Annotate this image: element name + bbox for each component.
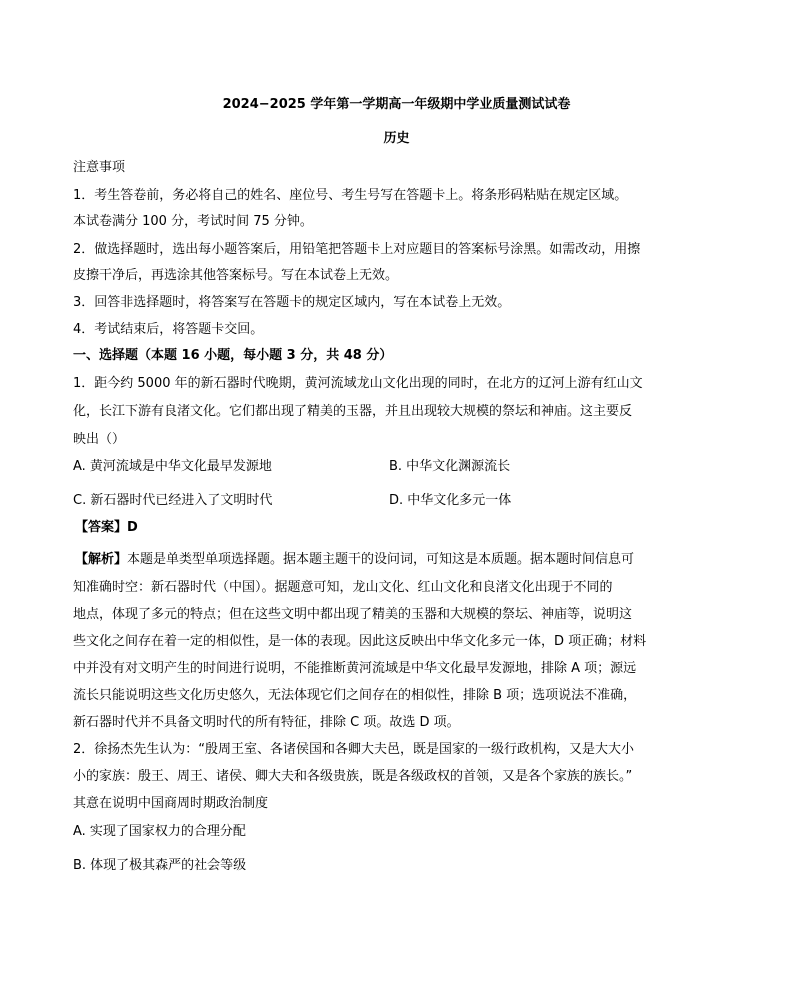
notice-line: 1．考生答卷前，务必将自己的姓名、座位号、考生号写在答题卡上。将条形码粘贴在规定区域。 <box>73 188 628 203</box>
subject-title: 历史 <box>383 131 410 146</box>
notice-line: 皮擦干净后，再选涂其他答案标号。写在本试卷上无效。 <box>73 268 399 283</box>
option-c: C. 新石器时代已经进入了文明时代 <box>73 493 273 508</box>
section-heading: 一、选择题（本题 16 小题，每小题 3 分，共 48 分） <box>73 348 393 363</box>
question-stem-line: 2．徐扬杰先生认为：“殷周王室、各诸侯国和各卿大夫邑，既是国家的一级行政机构，又是大大小 <box>73 742 635 757</box>
analysis-line <box>75 550 634 570</box>
option-d: D. 中华文化多元一体 <box>389 493 512 508</box>
notice-line: 本试卷满分 100 分，考试时间 75 分钟。 <box>73 214 313 229</box>
answer-line <box>75 518 138 538</box>
option-b: B. 中华文化渊源流长 <box>389 459 511 474</box>
analysis-line: 新石器时代并不具备文明时代的所有特征，排除 C 项。故选 D 项。 <box>73 715 460 730</box>
option-b: B. 体现了极其森严的社会等级 <box>73 858 247 873</box>
analysis-line: 地点，体现了多元的特点；但在这些文明中都出现了精美的玉器和大规模的祭坛、神庙等，说明这 <box>73 607 633 622</box>
question-stem-line: 1．距今约 5000 年的新石器时代晚期，黄河流域龙山文化出现的同时，在北方的辽河上游有红山文 <box>73 376 643 391</box>
question-stem-line: 映出（） <box>73 432 126 447</box>
answer-value: D <box>127 520 138 535</box>
notice-heading: 注意事项 <box>73 160 126 175</box>
analysis-line: 些文化之间存在着一定的相似性，是一体的表现。因此这反映出中华文化多元一体，D 项正确；材料 <box>73 634 647 649</box>
notice-line: 3．回答非选择题时，将答案写在答题卡的规定区域内，写在本试卷上无效。 <box>73 295 511 310</box>
option-a: A. 黄河流域是中华文化最早发源地 <box>73 459 272 474</box>
answer-label: 【答案】 <box>75 520 128 535</box>
question-stem-line: 化，长江下游有良渚文化。它们都出现了精美的玉器，并且出现较大规模的祭坛和神庙。这主要反 <box>73 404 633 419</box>
exam-title: 2024−2025 学年第一学期高一年级期中学业质量测试试卷 <box>222 97 571 112</box>
analysis-line: 知准确时空：新石器时代（中国）。据题意可知，龙山文化、红山文化和良渚文化出现于不同的 <box>73 580 613 595</box>
question-stem-line: 其意在说明中国商周时期政治制度 <box>73 796 269 811</box>
notice-line: 4．考试结束后，将答题卡交回。 <box>73 322 264 337</box>
notice-line: 2．做选择题时，选出每小题答案后，用铅笔把答题卡上对应题目的答案标号涂黑。如需改动，用擦 <box>73 242 641 257</box>
analysis-line: 流长只能说明这些文化历史悠久，无法体现它们之间存在的相似性，排除 B 项；选项说法不准确， <box>73 688 637 703</box>
analysis-text: 本题是单类型单项选择题。据本题主题干的设问词，可知这是本质题。据本题时间信息可 <box>127 552 635 567</box>
question-stem-line: 小的家族：殷王、周王、诸侯、卿大夫和各级贵族，既是各级政权的首领，又是各个家族的族长。” <box>73 769 633 784</box>
analysis-line: 中并没有对文明产生的时间进行说明，不能推断黄河流域是中华文化最早发源地，排除 A 项；源远 <box>73 661 637 676</box>
option-a: A. 实现了国家权力的合理分配 <box>73 824 246 839</box>
analysis-label: 【解析】 <box>75 552 128 567</box>
